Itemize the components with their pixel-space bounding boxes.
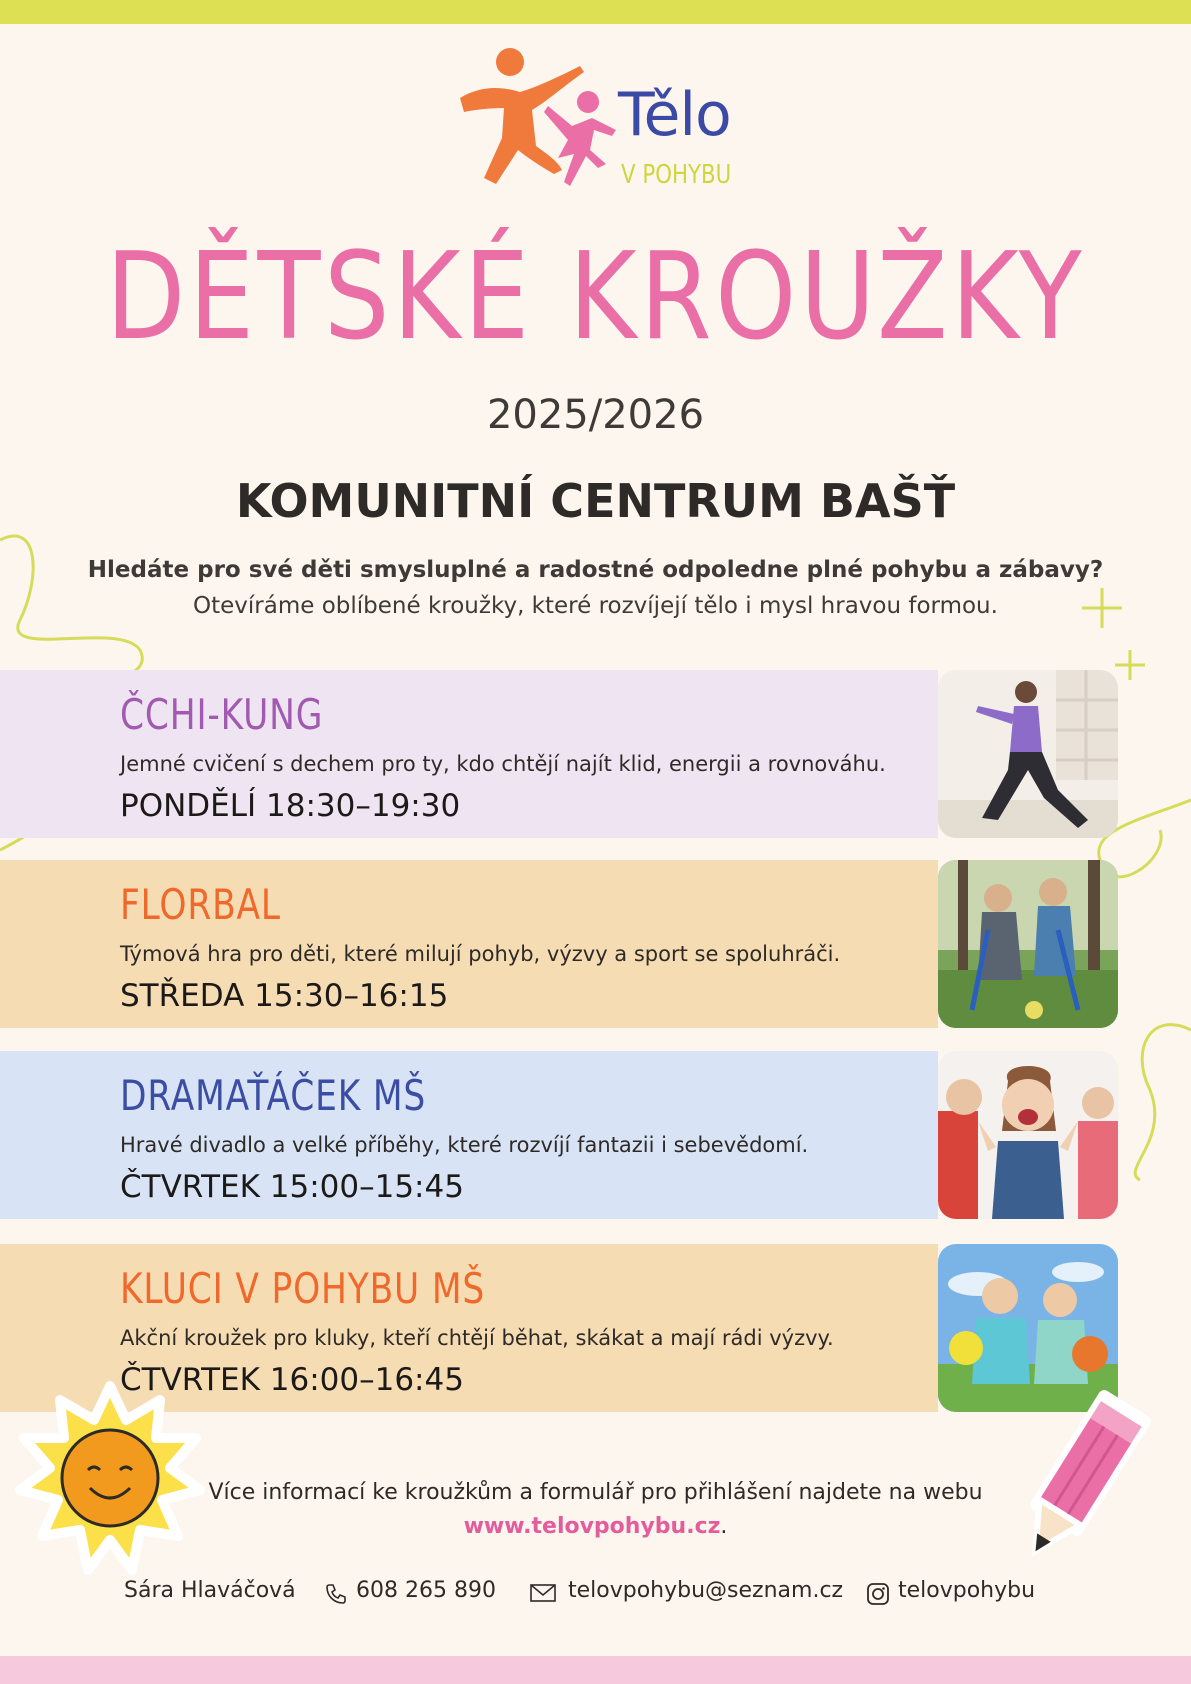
club-title: ČCHI-KUNG [120, 690, 324, 739]
club-schedule: PONDĚLÍ 18:30–19:30 [120, 788, 461, 824]
contact-person-name: Sára Hlaváčová [124, 1578, 296, 1603]
top-accent-bar [0, 0, 1191, 24]
club-description: Týmová hra pro děti, které milují pohyb, výzvy a sport se spoluhráči. [120, 942, 841, 966]
intro-text [0, 552, 1191, 624]
instagram-icon [866, 1582, 890, 1606]
contact-row [124, 1578, 1084, 1614]
club-band-chi-kung [0, 670, 938, 838]
info-text: Více informací ke kroužkům a formulář pro přihlášení najdete na webu [208, 1480, 983, 1505]
intro-line-2: Otevíráme oblíbené kroužky, které rozvíjejí tělo i mysl hravou formou. [193, 593, 998, 619]
woman-qigong-photo [938, 670, 1118, 838]
club-description: Hravé divadlo a velké příběhy, které rozvíjí fantazii i sebevědomí. [120, 1133, 809, 1157]
club-title: FLORBAL [120, 880, 281, 929]
kids-drama-photo [938, 1051, 1118, 1219]
page-title: DĚTSKÉ KROUŽKY [105, 228, 1086, 367]
instagram-handle: telovpohybu [898, 1578, 1036, 1603]
mail-icon [530, 1582, 556, 1604]
info-suffix: . [720, 1514, 728, 1539]
club-title: DRAMAŤÁČEK MŠ [120, 1071, 427, 1120]
club-band-florbal [0, 860, 938, 1028]
club-description: Akční kroužek pro kluky, kteří chtějí běhat, skákat a mají rádi výzvy. [120, 1326, 834, 1350]
club-title: KLUCI V POHYBU MŠ [120, 1264, 486, 1313]
club-schedule: ČTVRTEK 15:00–15:45 [120, 1169, 464, 1205]
email-address: telovpohybu@seznam.cz [568, 1578, 844, 1603]
logo-wordmark: Tělo [618, 80, 731, 150]
school-year: 2025/2026 [486, 392, 705, 438]
contact-person [124, 1578, 296, 1603]
bottom-accent-bar [0, 1656, 1191, 1684]
club-description: Jemné cvičení s dechem pro ty, kdo chtějí najít klid, energii a rovnováhu. [120, 752, 886, 776]
logo-tagline: V POHYBU [621, 160, 732, 190]
pencil-sticker-icon [1000, 1380, 1160, 1580]
club-band-dramatacek [0, 1051, 938, 1219]
club-schedule: STŘEDA 15:30–16:15 [120, 978, 449, 1014]
phone-number: 608 265 890 [356, 1578, 496, 1603]
venue-name: KOMUNITNÍ CENTRUM BAŠŤ [235, 474, 956, 528]
club-schedule: ČTVRTEK 16:00–16:45 [120, 1362, 464, 1398]
website-link[interactable]: www.telovpohybu.cz [463, 1514, 721, 1539]
intro-line-1: Hledáte pro své děti smysluplné a radostné odpoledne plné pohybu a zábavy? [87, 557, 1104, 583]
kids-floorball-photo [938, 860, 1118, 1028]
phone-icon [324, 1582, 348, 1606]
